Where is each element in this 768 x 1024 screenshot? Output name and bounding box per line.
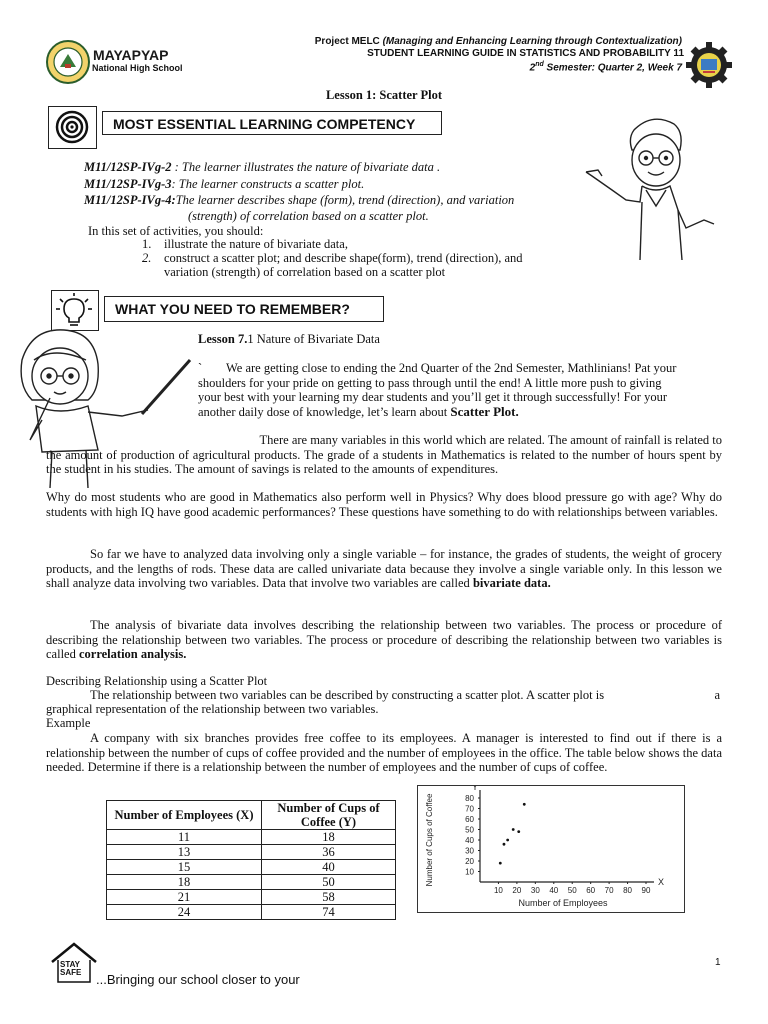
school-name: MAYAPYAP (93, 47, 169, 63)
scatter-plot (418, 786, 684, 912)
scatter-point (506, 839, 509, 842)
y-tick-label: 30 (465, 846, 474, 856)
paragraph-3-text: So far we have to analyzed data involving only a single variable – for instance, the grades of students, the weight of grocery products, and the lengths of rods. These data are called univariate data because they involve a single variable only. In this lesson we shall analyze data involving two variables. Data that involve two variables are called (46, 547, 722, 590)
table-header-cups: Number of Cups of Coffee (Y) (262, 801, 396, 830)
table-header-row (107, 801, 396, 830)
competency-text: : The learner illustrates the nature of bivariate data . (171, 160, 441, 174)
gear-icon (686, 42, 732, 88)
table-row (107, 830, 396, 845)
goal-2-cont: variation (strength) of correlation based on a scatter plot (164, 265, 446, 279)
table-cell-x: 24 (107, 905, 262, 920)
paragraph-2: Why do most students who are good in Mathematics also perform well in Physics? Why does blood pressure go with age? Why do students with high IQ have good academic performances? These questions have something to do with relationships between variables. (46, 490, 722, 519)
scatter-plot-frame (417, 785, 685, 913)
stay-safe-line-1: STAY (60, 960, 81, 969)
greeting-tick: ` (198, 361, 203, 375)
competency-code: M11/12SP-IVg-3 (84, 177, 172, 191)
x-tick-label: 80 (623, 886, 633, 895)
table-cell-x: 21 (107, 890, 262, 905)
table-cell-y: 50 (262, 875, 396, 890)
goal-text: illustrate the nature of bivariate data, (164, 237, 348, 251)
y-tick-label: 50 (465, 825, 474, 835)
table-cell-y: 74 (262, 905, 396, 920)
greeting-text: another daily dose of knowledge, let’s learn about (198, 404, 451, 419)
table-cell-x: 18 (107, 875, 262, 890)
school-subtitle: National High School (92, 63, 183, 73)
paragraph-4-term: correlation analysis. (78, 647, 187, 661)
lesson-title: Lesson 1: Scatter Plot (325, 88, 443, 102)
goal-text: construct a scatter plot; and describe shape(form), trend (direction), and (164, 251, 523, 265)
scatter-point (523, 803, 526, 806)
y-tick-label: 20 (465, 857, 474, 866)
example-text: A company with six branches provides free coffee to its employees. A manager is interested to find out if there is a relationship between the number of cups of coffee provided and the number of employees in the office. The table below shows the data needed. Determine if there is a relationship between the number of employees and the number of cups of coffee. (46, 731, 722, 774)
greeting-line-3: your best with your learning my dear students and you’ll get it through successfully! For your (198, 390, 668, 404)
school-logo (46, 40, 90, 84)
paragraph-3 (46, 547, 722, 591)
goal-2 (142, 251, 523, 266)
y-tick-label: 10 (465, 867, 474, 877)
greeting-paragraph (198, 361, 718, 419)
y-axis-letter: Y (472, 786, 479, 792)
table-row (107, 905, 396, 920)
competency-item-2 (84, 177, 364, 192)
competency-heading: MOST ESSENTIAL LEARNING COMPETENCY (102, 111, 442, 135)
scatter-point (499, 862, 502, 865)
project-prefix: Project MELC (314, 36, 383, 47)
x-tick-label: 90 (641, 886, 651, 895)
example-label: Example (46, 716, 91, 730)
greeting-topic: Scatter Plot. (450, 403, 519, 419)
x-axis-label: Number of Employees (518, 898, 608, 908)
paragraph-4-text: The analysis of bivariate data involves describing the relationship between two variables. The process or procedure of describing the relationship between two variables. The process or procedure of describing the relationship between two variables is called (46, 618, 722, 661)
paragraph-1-rest: the amount of production of agricultural products. The grade of a students in Mathematics is related to the number of hours spent by the student in his studies. The amount of savings is related to the amounts of expenditures. (46, 447, 722, 476)
scatter-heading: Describing Relationship using a Scatter Plot (46, 674, 268, 688)
remember-heading: WHAT YOU NEED TO REMEMBER? (104, 296, 384, 322)
x-tick-label: 70 (604, 886, 614, 895)
paragraph-4 (46, 618, 722, 662)
semester-number: 2 (529, 62, 536, 74)
y-axis-label: Number of Cups of Coffee (425, 793, 434, 887)
x-axis-letter: X (658, 877, 665, 887)
competency-code: M11/12SP-IVg-2 (84, 160, 172, 174)
x-tick-label: 60 (586, 886, 596, 895)
goal-number: 2. (142, 251, 152, 265)
stay-safe-line-2: SAFE (60, 968, 82, 977)
target-icon (49, 107, 95, 147)
table-cell-x: 13 (107, 845, 262, 860)
table-cell-y: 18 (262, 830, 396, 845)
semester-sup: nd (535, 61, 544, 68)
y-tick-label: 80 (465, 794, 474, 803)
project-logo (686, 42, 732, 88)
table-cell-y: 40 (262, 860, 396, 875)
x-tick-label: 30 (530, 886, 540, 895)
semester-text: Semester: Quarter 2, Week 7 (543, 62, 682, 74)
x-tick-label: 40 (549, 886, 559, 895)
goal-number: 1. (142, 237, 152, 251)
table-cell-y: 58 (262, 890, 396, 905)
lesson-subtitle (198, 332, 380, 347)
goal-1 (142, 237, 348, 252)
paragraph-1-first: There are many variables in this world which are related. The amount of rainfall is related to (259, 433, 722, 447)
coffee-data-table (106, 800, 396, 920)
project-italic: (Managing and Enhancing Learning through Contextualization) (382, 36, 682, 47)
footer-tagline: ...Bringing our school closer to your (96, 972, 300, 987)
competency-text: : The learner constructs a scatter plot. (171, 177, 365, 191)
scatter-point (503, 843, 506, 846)
project-line (162, 36, 682, 48)
teacher-boy-icon (582, 110, 722, 260)
y-tick-label: 40 (465, 836, 474, 845)
y-tick-label: 60 (465, 815, 474, 824)
competency-item-3-cont: (strength) of correlation based on a scatter plot. (188, 209, 429, 223)
guide-title: STUDENT LEARNING GUIDE IN STATISTICS AND PROBABILITY 11 (367, 48, 684, 59)
school-seal-icon (46, 40, 90, 84)
scatter-line-2: graphical representation of the relationship between two variables. (46, 702, 379, 716)
page-number: 1 (715, 957, 721, 968)
table-cell-y: 36 (262, 845, 396, 860)
greeting-line-2: shoulders for your pride on getting to pass through until the end! A little more push to giving (198, 375, 662, 390)
x-tick-label: 10 (493, 886, 503, 895)
table-cell-x: 15 (107, 860, 262, 875)
paragraph-1 (46, 433, 722, 477)
greeting-line-1 (198, 361, 718, 376)
x-tick-label: 50 (567, 886, 577, 895)
scatter-point (512, 828, 515, 831)
scatter-line-1 (46, 688, 722, 703)
table-row (107, 845, 396, 860)
lesson-name: 1 Nature of Bivariate Data (247, 332, 380, 346)
competency-code: M11/12SP-IVg-4: (84, 193, 176, 207)
y-tick-label: 70 (465, 804, 474, 814)
boy-illustration (582, 110, 722, 260)
competency-text: The learner describes shape (form), trend (direction), and variation (175, 193, 515, 207)
table-cell-x: 11 (107, 830, 262, 845)
scatter-line-text: The relationship between two variables can be described by constructing a scatter plot. A scatter plot is (90, 688, 605, 702)
greeting-line-4 (198, 405, 718, 420)
competency-item-3 (84, 193, 514, 208)
table-row (107, 860, 396, 875)
lesson-number: Lesson 7. (198, 332, 248, 346)
table-header-employees: Number of Employees (X) (107, 801, 262, 830)
semester-line (162, 59, 682, 74)
activities-intro: In this set of activities, you should: (88, 224, 264, 238)
scatter-point (517, 830, 520, 833)
scatter-line-article: a (714, 688, 720, 702)
paragraph-3-term: bivariate data. (472, 576, 551, 590)
table-row (107, 890, 396, 905)
x-tick-label: 20 (512, 886, 522, 895)
table-row (107, 875, 396, 890)
target-icon-box (48, 106, 97, 149)
greeting-text: We are getting close to ending the 2nd Quarter of the 2nd Semester, Mathlinians! Pat your (226, 361, 677, 375)
competency-item-1 (84, 160, 440, 175)
